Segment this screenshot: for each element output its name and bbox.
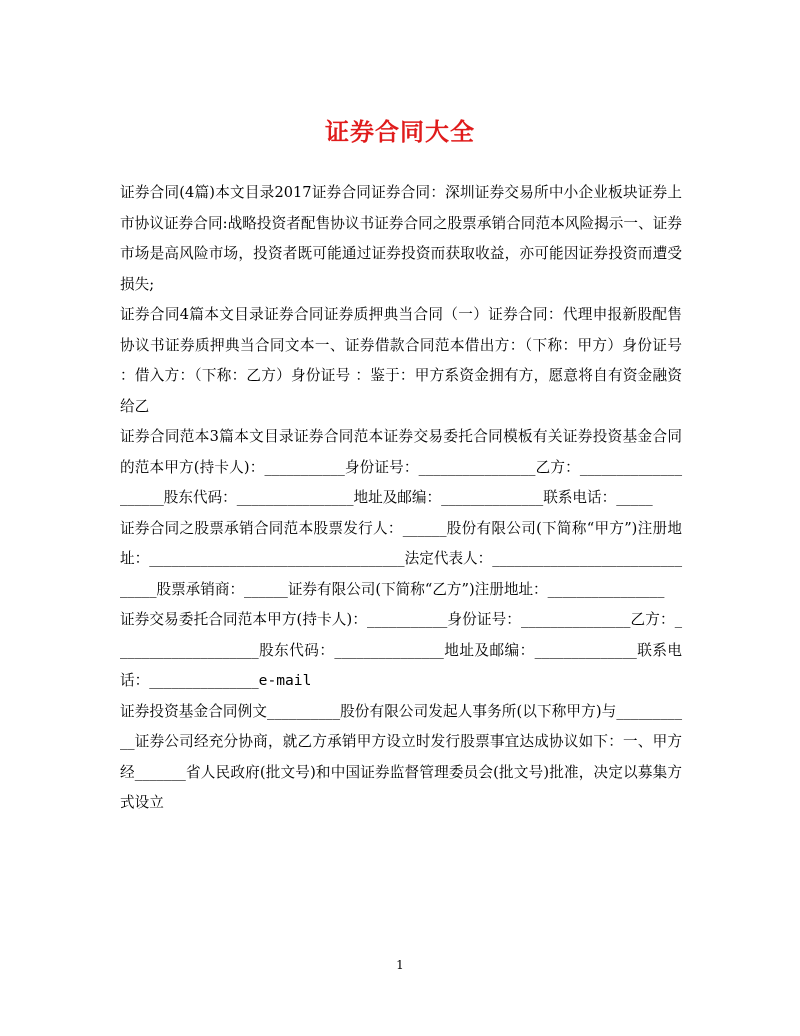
paragraph-1: 证券合同(4篇)本文目录2017证券合同证券合同：深圳证券交易所中小企业板块证券上市协议证券合同:战略投资者配售协议书证券合同之股票承销合同范本风险揭示一、证券市场是高风险市场，投资者既可能通过证券投资而获取收益，亦可能因证券投资而遭受损失; — [120, 184, 682, 293]
paragraph-3: 证券合同范本3篇本文目录证券合同范本证券交易委托合同模板有关证券投资基金合同的范本甲方(持卡人)：___________身份证号：________________乙方：____________________股东代码：________________地址及邮编：______________联系电话：_____ — [120, 428, 682, 506]
paragraph-5 — [120, 605, 682, 697]
page-number: 1 — [396, 958, 404, 972]
document-body — [120, 178, 687, 819]
paragraph-2: 证券合同4篇本文目录证券合同证券质押典当合同（一）证券合同：代理申报新股配售协议书证券质押典当合同文本一、证券借款合同范本借出方：（下称：甲方）身份证号 ：借入方：（下称：乙方）身份证号 ：鉴于：甲方系资金拥有方，愿意将自有资金融资给乙 — [120, 306, 687, 415]
email-label: e-mail — [258, 672, 312, 689]
paragraph-6: 证券投资基金合同例文__________股份有限公司发起人事务所(以下称甲方)与___________证券公司经充分协商，就乙方承销甲方设立时发行股票事宜达成协议如下：一、甲方经_______省人民政府(批文号)和中国证券监督管理委员会(批文号)批准，决定以募集方式设立 — [120, 702, 682, 811]
paragraph-4: 证券合同之股票承销合同范本股票发行人：______股份有限公司(下简称“甲方”)注册地址：___________________________________法定代表人：_______________________________股票承销商：______证券有限公司(下简称“乙方”)注册地址：________________ — [120, 519, 682, 598]
document-title: 证券合同大全 — [325, 118, 475, 146]
paragraph-5-text: 证券交易委托合同范本甲方(持卡人)：___________身份证号：_______________乙方：____________________股东代码：_______________地址及邮编：______________联系电话：_______________ — [120, 611, 682, 689]
